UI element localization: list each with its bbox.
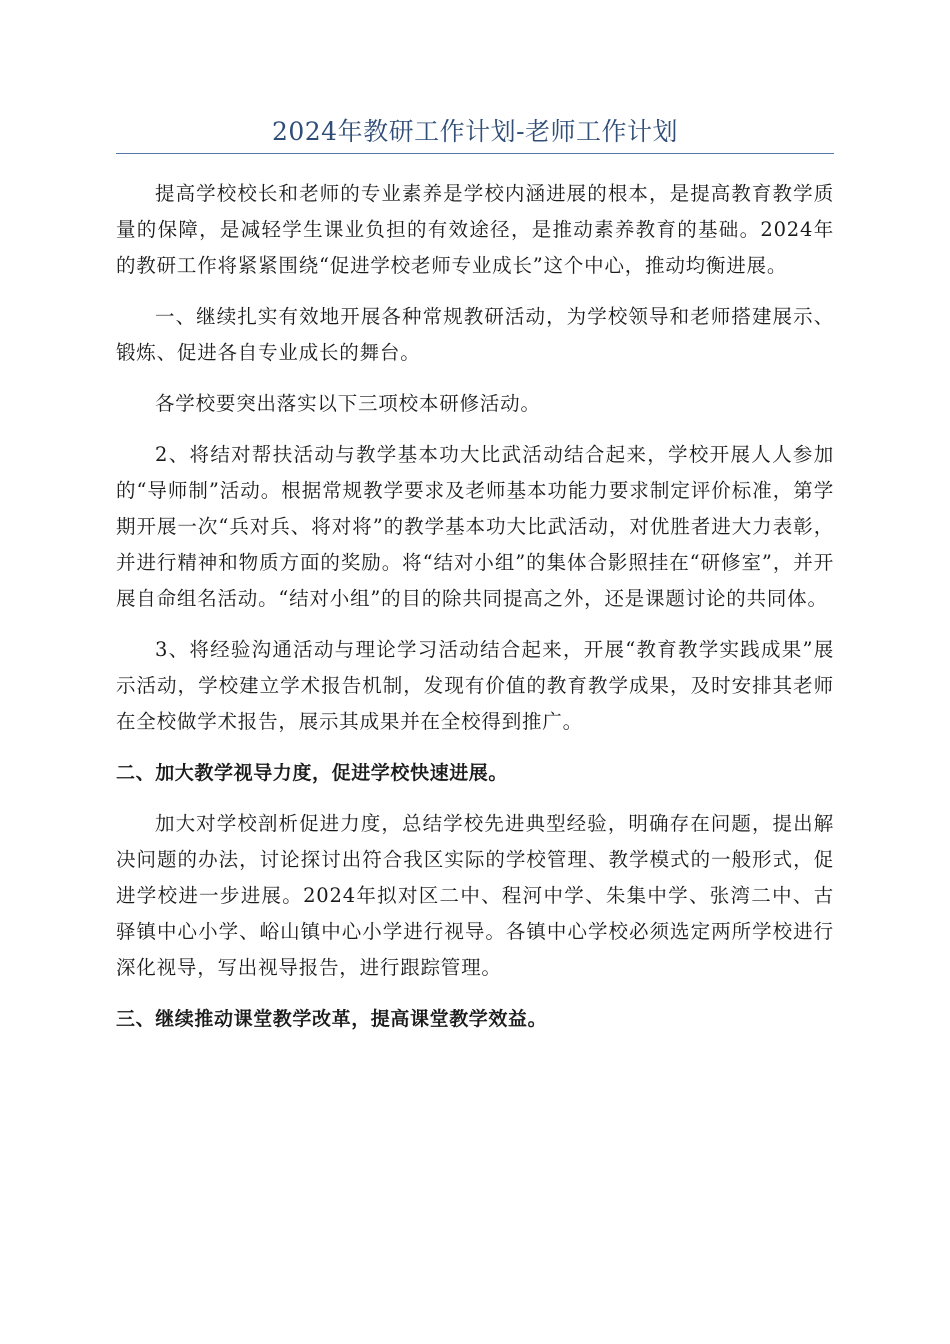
paragraph-section-two: 加大对学校剖析促进力度，总结学校先进典型经验，明确存在问题，提出解决问题的办法，讨论探讨出符合我区实际的学校管理、教学模式的一般形式，促进学校进一步进展。2024年拟对区二中、程河中学、朱集中学、张湾二中、古驿镇中心小学、峪山镇中心小学进行视导。各镇中心学校必须选定两所学校进行深化视导，写出视导报告，进行跟踪管理。: [116, 812, 834, 979]
section-heading-two: 二、加大教学视导力度，促进学校快速进展。: [116, 762, 509, 784]
paragraph-item-2: 2、将结对帮扶活动与教学基本功大比武活动结合起来，学校开展人人参加的“导师制”活动。根据常规教学要求及老师基本功能力要求制定评价标准，第学期开展一次“兵对兵、将对将”的教学基本功大比武活动，对优胜者进大力表彰，并进行精神和物质方面的奖励。将“结对小组”的集体合影照挂在“研修室”，并开展自命组名活动。“结对小组”的目的除共同提高之外，还是课题讨论的共同体。: [116, 443, 834, 610]
section-heading-three: 三、继续推动课堂教学改革，提高课堂教学效益。: [116, 1008, 548, 1030]
document-title: 2024年教研工作计划-老师工作计划: [271, 117, 679, 146]
paragraph-intro: 提高学校校长和老师的专业素养是学校内涵进展的根本，是提高教育教学质量的保障，是减轻学生课业负担的有效途径，是推动素养教育的基础。2024年的教研工作将紧紧围绕“促进学校老师专业成长”这个中心，推动均衡进展。: [116, 182, 834, 277]
paragraph-item-3: 3、将经验沟通活动与理论学习活动结合起来，开展“教育教学实践成果”展示活动，学校建立学术报告机制，发现有价值的教育教学成果，及时安排其老师在全校做学术报告，展示其成果并在全校得到推广。: [116, 638, 834, 733]
title-underline: [116, 153, 834, 154]
document-body: [116, 176, 834, 1052]
paragraph-activities-intro: 各学校要突出落实以下三项校本研修活动。: [155, 392, 541, 415]
paragraph-section-one: 一、继续扎实有效地开展各种常规教研活动，为学校领导和老师搭建展示、锻炼、促进各自专业成长的舞台。: [116, 305, 834, 364]
